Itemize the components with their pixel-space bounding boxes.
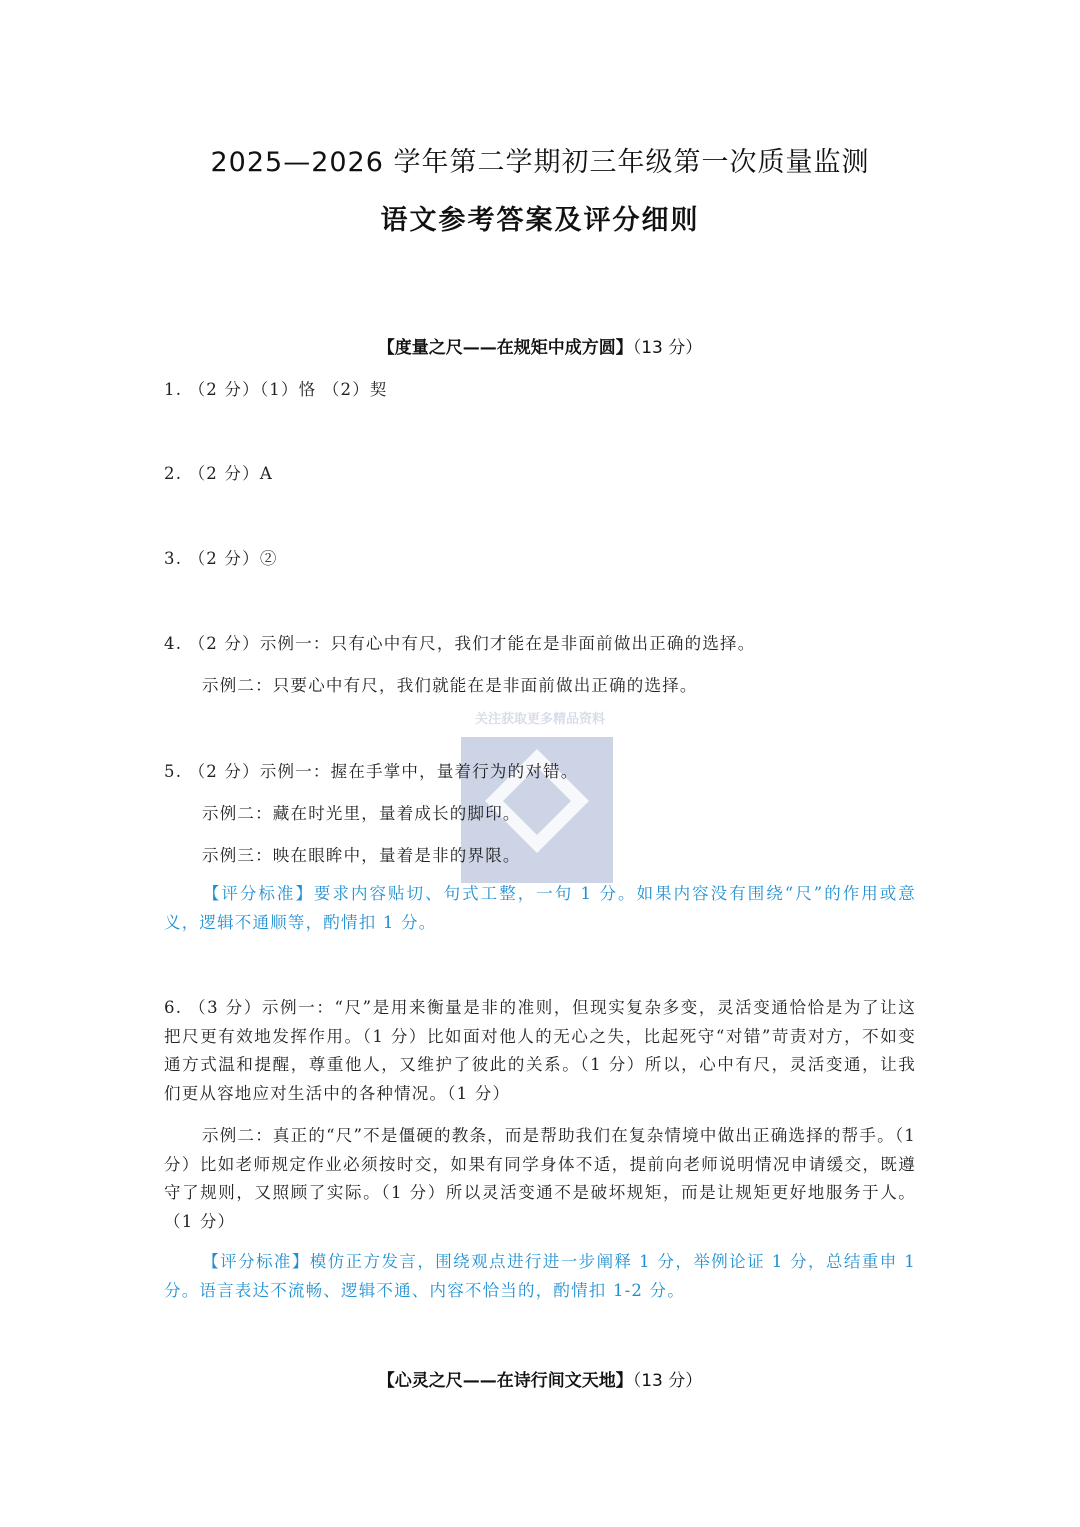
answer-q1: 1. （2 分）（1）恪 （2）契 xyxy=(164,380,388,399)
q6-criteria-text: 【评分标准】模仿正方发言，围绕观点进行进一步阐释 1 分，举例论证 1 分，总结重申 1 分。语言表达不流畅、逻辑不通、内容不恰当的，酌情扣 1-2 分。 xyxy=(164,1252,916,1300)
answer-q5-example3: 示例三：映在眼眸中，量着是非的界限。 xyxy=(202,846,521,865)
document-title: 2025—2026 学年第二学期初三年级第一次质量监测 xyxy=(210,147,870,178)
watermark-caption: 关注获取更多精品资料 xyxy=(474,712,605,727)
q6-example2-text: 示例二：真正的“尺”不是僵硬的教条，而是帮助我们在复杂情境中做出正确选择的帮手。（1 分）比如老师规定作业必须按时交，如果有同学身体不适，提前向老师说明情况申请缓交，既遵守了规则，又照顾了实际。（1 分）所以灵活变通不是破坏规矩，而是让规矩更好地服务于人。（1 分） xyxy=(164,1126,916,1231)
answer-q2: 2. （2 分）A xyxy=(164,464,273,483)
section-1-score: （13 分） xyxy=(632,338,703,358)
section-1-heading xyxy=(0,333,1080,358)
answer-q6-example1: 6. （3 分）示例一：“尺”是用来衡量是非的准则，但现实复杂多变，灵活变通恰恰是为了让这把尺更有效地发挥作用。（1 分）比如面对他人的无心之失，比起死守“对错”苛责对方，不如变通方式温和提醒，尊重他人，又维护了彼此的关系。（1 分）所以，心中有尺，灵活变通，让我们更从容地应对生活中的各种情况。（1 分） xyxy=(164,998,916,1103)
document-subtitle: 语文参考答案及评分细则 xyxy=(380,205,700,236)
answer-q6-example2 xyxy=(164,1122,916,1236)
section-2-title: 【心灵之尺——在诗行间文天地】 xyxy=(377,1371,633,1391)
answer-q5-example1: 5. （2 分）示例一：握在手掌中，量着行为的对错。 xyxy=(164,762,579,781)
answer-q3: 3. （2 分）② xyxy=(164,549,278,568)
q5-scoring-criteria xyxy=(164,880,916,937)
answer-q4-example1: 4. （2 分）示例一：只有心中有尺，我们才能在是非面前做出正确的选择。 xyxy=(164,634,756,653)
q5-criteria-text: 【评分标准】要求内容贴切、句式工整，一句 1 分。如果内容没有围绕“尺”的作用或意义，逻辑不通顺等，酌情扣 1 分。 xyxy=(164,884,916,932)
answer-q4-example2: 示例二：只要心中有尺，我们就能在是非面前做出正确的选择。 xyxy=(202,676,698,695)
q6-scoring-criteria xyxy=(164,1248,916,1305)
answer-q5-example2: 示例二：藏在时光里，量着成长的脚印。 xyxy=(202,804,521,823)
section-2-heading xyxy=(0,1366,1080,1391)
section-2-score: （13 分） xyxy=(632,1371,703,1391)
section-1-title: 【度量之尺——在规矩中成方圆】 xyxy=(377,338,633,358)
